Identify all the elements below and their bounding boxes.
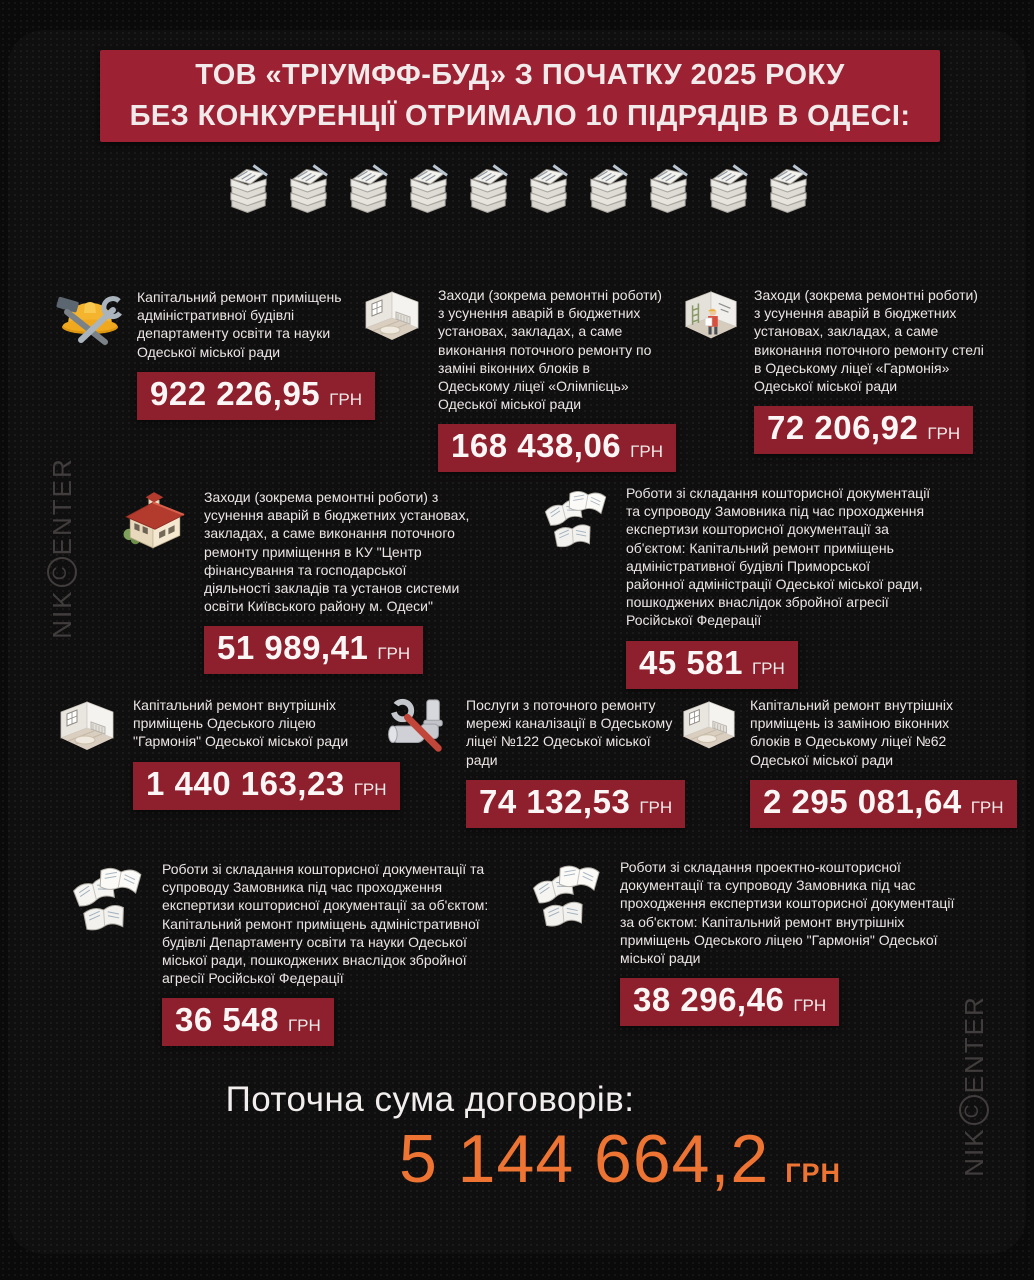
contract-description: Капітальний ремонт внутрішніх приміщень із заміною віконних блоків в Одеському ліцеї №62 Одеської міської ради [750,697,953,768]
contract-amount-badge: 51 989,41 ГРН [204,626,423,674]
header-line-2: БЕЗ КОНКУРЕНЦІЇ ОТРИМАЛО 10 ПІДРЯДІВ В ОДЕСІ: [129,100,911,132]
header-banner [100,50,940,142]
documents-icon [68,860,152,938]
contract-description: Капітальний ремонт внутрішніх приміщень Одеського ліцею "Гармонія" Одеської міської ради [133,697,349,750]
contract-amount-badge: 922 226,95 ГРН [137,372,375,420]
circled-c-logo: C [47,557,77,587]
contract-item [678,696,1004,828]
contract-description: Заходи (зокрема ремонтні роботи) з усунення аварій в бюджетних установах, закладах, а саме виконання поточного ремонту приміщення в КУ "Центр фінансування та господарської діяльності закладів та установ системи освіти Київського району м. Одеси" [204,489,470,615]
contract-amount-badge: 2 295 081,64 ГРН [750,780,1017,828]
hardhat-tools-icon [55,288,125,354]
total-currency: ГРН [785,1158,842,1188]
paper-stack-icon [644,160,691,218]
contract-description: Роботи зі складання проектно-кошторисної документації та супроводу Замовника під час проходження експертизи кошторисної документації за об'єктом: Капітальний ремонт внутрішніх приміщень Одеського ліцею "Гармонія" Одеської міської ради [620,859,955,966]
paper-stack-icon [344,160,391,218]
total-amount-value: 5 144 664,2 [398,1121,770,1197]
paper-stack-icon [284,160,331,218]
room-renovation-icon [55,696,119,760]
contract-description: Капітальний ремонт приміщень адміністративної будівлі департаменту освіти та науки Одеської міської ради [137,289,342,360]
paper-stack-icon [224,160,271,218]
paper-stacks-row [0,160,1034,218]
contract-item [360,286,662,472]
contract-amount-badge: 72 206,92 ГРН [754,406,973,454]
contract-item [528,858,962,1026]
contract-amount-badge: 45 581 ГРН [626,641,798,689]
total-amount [260,1120,980,1198]
contract-amount-badge: 1 440 163,23 ГРН [133,762,400,810]
pipes-wrench-icon [384,696,454,758]
nikcenter-watermark: NIK C ENTER [46,457,77,639]
contract-item [55,288,362,420]
contract-description: Роботи зі складання кошторисної документації та супроводу Замовника під час проходження експертизи кошторисної документації за об'єктом: Капітальний ремонт приміщень адміністративної будівлі Приморської районної адміністрації Одеської міської ради, пошкоджених внаслідок збройної агресії Російської Федерації [626,485,931,629]
header-line-1: ТОВ «ТРІУМФФ-БУД» З ПОЧАТКУ 2025 РОКУ [195,58,845,91]
documents-icon [540,484,616,554]
contract-amount-badge: 36 548 ГРН [162,998,334,1046]
paper-stack-icon [524,160,571,218]
contract-item [68,860,500,1046]
contract-item [540,484,932,689]
room-renovation-icon [360,286,424,350]
paper-stack-icon [764,160,811,218]
paper-stack-icon [464,160,511,218]
documents-icon [528,858,610,934]
contract-item [680,286,984,454]
contract-item [55,696,387,810]
contract-amount-badge: 168 438,06 ГРН [438,424,676,472]
contract-amount-badge: 74 132,53 ГРН [466,780,685,828]
paper-stack-icon [584,160,631,218]
circled-c-logo: C [959,1095,989,1125]
worker-room-icon [680,286,742,348]
contract-item [384,696,678,828]
nikcenter-watermark: NIK C ENTER [958,995,989,1177]
contract-description: Заходи (зокрема ремонтні роботи) з усунення аварій в бюджетних установах, закладах, а саме виконання поточного ремонту стелі в Одеському ліцеї «Гармонія» Одеської міської ради [754,287,984,394]
building-icon [122,488,188,554]
paper-stack-icon [704,160,751,218]
contract-description: Послуги з поточного ремонту мережі каналізації в Одеському ліцеї №122 Одеської міської ради [466,697,673,768]
room-renovation-icon [678,696,740,758]
contract-description: Роботи зі складання кошторисної документації та супроводу Замовника під час проходження експертизи кошторисної документації за об'єктом: Капітальний ремонт приміщень адміністративної будівлі Департаменту освіти та науки Одеської міської ради, пошкоджених внаслідок збройної агресії Російської Федерації [162,861,489,987]
total-label: Поточна сума договорів: [225,1080,635,1119]
contract-item [122,488,474,674]
contract-amount-badge: 38 296,46 ГРН [620,978,839,1026]
contract-description: Заходи (зокрема ремонтні роботи) з усунення аварій в бюджетних установах, закладах, а саме виконання поточного ремонту по заміні віконних блоків в Одеському ліцеї «Олімпієць» Одеської міської ради [438,287,662,413]
paper-stack-icon [404,160,451,218]
